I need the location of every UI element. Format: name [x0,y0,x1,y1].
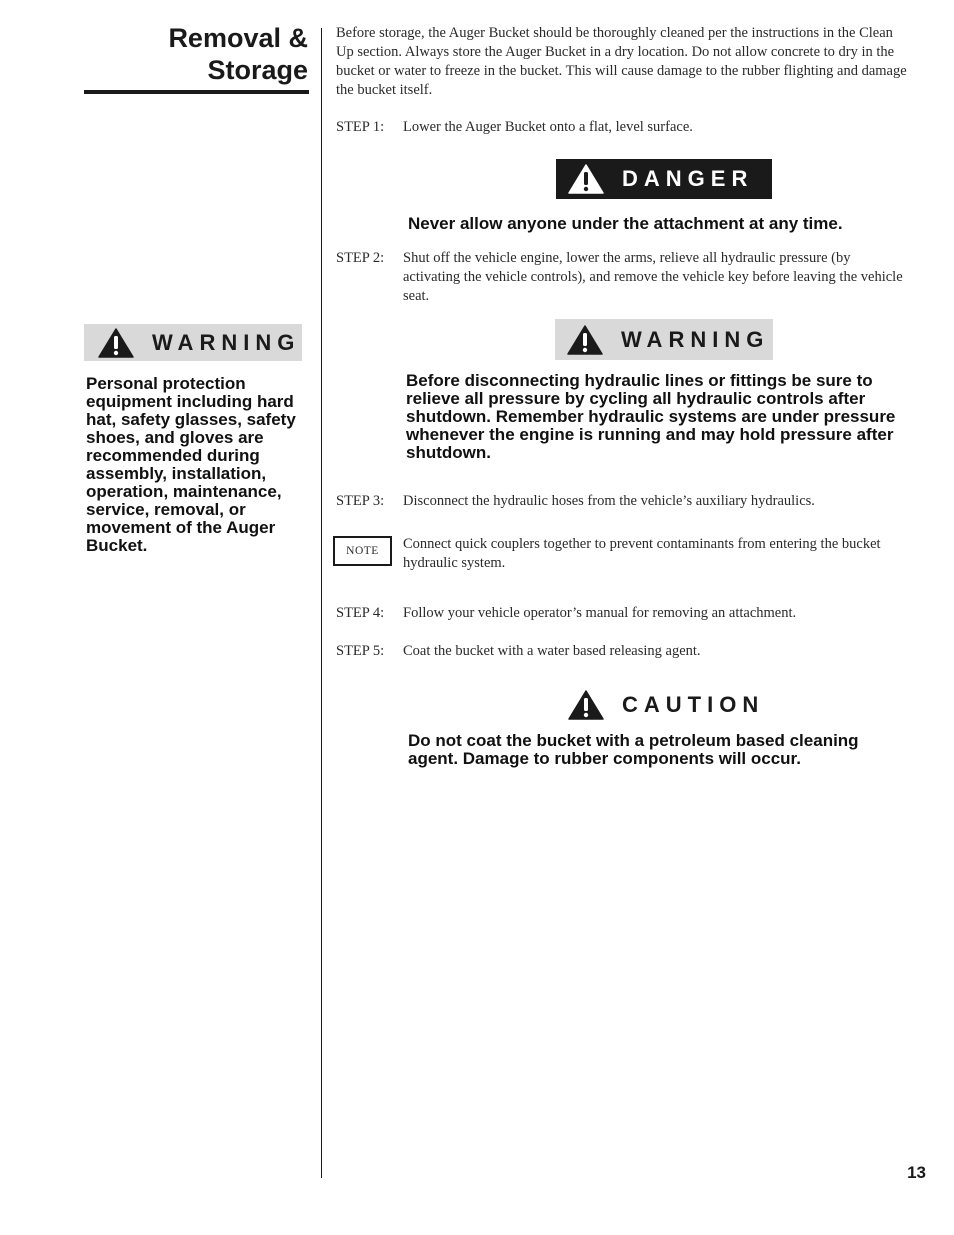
main-warning-banner [555,319,773,360]
danger-banner [556,159,772,199]
step-5-label: STEP 5: [336,643,385,659]
caution-banner [568,687,778,723]
caution-text: Do not coat the bucket with a petroleum based cleaning agent. Damage to rubber components will occur. [408,731,859,768]
sidebar-warning-text: Personal protection equipment including hard hat, safety glasses, safety shoes, and gloves are recommended during assembly, installation, operation, maintenance, service, removal, or movement of the Auger Bucket. [86,374,296,555]
step-1-label: STEP 1: [336,119,385,135]
title-underline [84,90,309,94]
exclamation-triangle-icon [98,328,134,358]
step-2-text: Shut off the vehicle engine, lower the arms, relieve all hydraulic pressure (by activating the vehicle controls), and remove the vehicle key before leaving the vehicle seat. [403,250,903,304]
sidebar-warning-label: WARNING [152,329,301,355]
exclamation-triangle-icon [568,690,604,720]
exclamation-triangle-icon [568,164,604,194]
sidebar-warning-banner [84,324,302,361]
step-3-label: STEP 3: [336,493,385,509]
main-warning-text: Before disconnecting hydraulic lines or fittings be sure to relieve all pressure by cycling all hydraulic controls after shutdown. Remember hydraulic systems are under pressure whenever the engine is running and may hold pressure after shutdown. [406,371,896,462]
note-text: Connect quick couplers together to prevent contaminants from entering the bucket hydraulic system. [403,536,881,571]
danger-label: DANGER [622,166,754,191]
step-4-text: Follow your vehicle operator’s manual for removing an attachment. [403,605,797,621]
step-3-text: Disconnect the hydraulic hoses from the vehicle’s auxiliary hydraulics. [403,493,815,509]
exclamation-triangle-icon [567,325,603,355]
danger-text: Never allow anyone under the attachment at any time. [408,214,843,233]
page-title [90,22,308,86]
main-warning-label: WARNING [621,326,770,352]
note-badge [333,536,392,566]
step-1-text: Lower the Auger Bucket onto a flat, level surface. [403,119,693,135]
note-label: NOTE [346,545,379,557]
step-5-text: Coat the bucket with a water based releasing agent. [403,643,701,659]
step-2-label: STEP 2: [336,250,385,266]
column-divider [321,28,322,1178]
intro-paragraph: Before storage, the Auger Bucket should be thoroughly cleaned per the instructions in the Clean Up section. Always store the Auger Bucket in a dry location. Do not allow concrete to dry in the bucket or water to freeze in the bucket. This will cause damage to the rubber flighting and damage the bucket itself. [336,25,907,98]
step-4-label: STEP 4: [336,605,385,621]
page-number: 13 [907,1163,926,1182]
page-title-line2: Storage [207,55,308,85]
caution-label: CAUTION [622,692,765,717]
page-title-line1: Removal & [168,23,308,53]
